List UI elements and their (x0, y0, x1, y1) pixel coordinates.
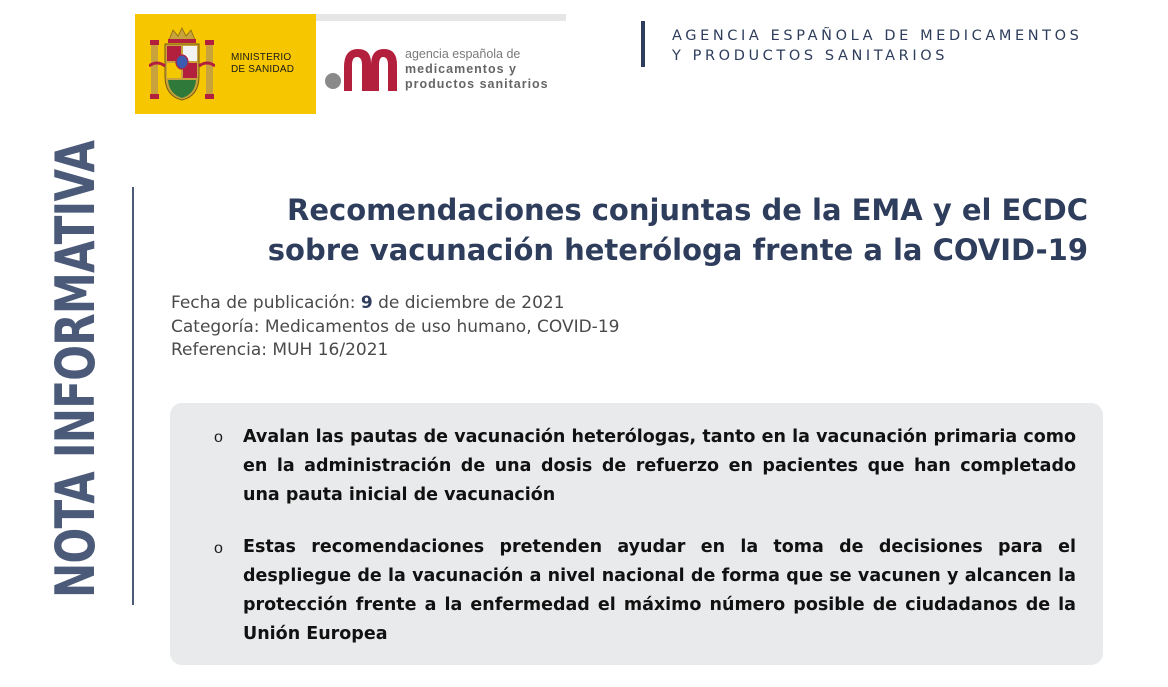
agency-name (672, 26, 1082, 66)
page-title (180, 190, 1088, 270)
title-line-1: Recomendaciones conjuntas de la EMA y el ECDC (287, 193, 1088, 227)
title-line-2: sobre vacunación heteróloga frente a la COVID-19 (267, 233, 1088, 267)
ministerio-logo (135, 14, 316, 114)
categoria-label: Categoría: (171, 316, 265, 337)
aemps-logo (316, 14, 566, 114)
referencia-row (171, 339, 619, 363)
aemps-line-3: productos sanitarios (405, 77, 549, 91)
aemps-line-2: medicamentos y (405, 62, 517, 76)
publication-meta (171, 292, 619, 363)
header-logo (135, 14, 566, 114)
agency-divider (641, 21, 645, 67)
vertical-divider (132, 187, 134, 605)
categoria-row (171, 316, 619, 340)
bullet-icon: o (214, 540, 223, 557)
ministerio-line-1: MINISTERIO (231, 52, 292, 63)
aemps-line-1: agencia española de (405, 47, 521, 61)
categoria-value: Medicamentos de uso humano, COVID-19 (264, 316, 620, 337)
nota-informativa-label: NOTA INFORMATIVA (44, 140, 107, 598)
agency-line-1: AGENCIA ESPAÑOLA DE MEDICAMENTOS (672, 28, 1083, 44)
summary-box (170, 403, 1103, 665)
fecha-day: 9 (360, 293, 373, 313)
ministerio-text (231, 52, 294, 76)
agency-line-2: Y PRODUCTOS SANITARIOS (672, 48, 949, 64)
aemps-mark-icon (324, 43, 399, 95)
aemps-text (405, 47, 549, 92)
summary-item: Estas recomendaciones pretenden ayudar en la toma de decisiones para el despliegue de la vacunación a nivel nacional de forma que se vacunen y alcancen la protección frente a la enfermedad el máximo número posible de ciudadanos de la Unión Europea (243, 537, 1076, 644)
bullet-icon: o (214, 429, 223, 446)
fecha-row (171, 292, 619, 316)
referencia-label: Referencia: (171, 340, 273, 360)
fecha-rest: de diciembre de 2021 (372, 293, 565, 313)
referencia-value: MUH 16/2021 (272, 340, 389, 360)
coat-of-arms-icon (149, 26, 215, 104)
ministerio-line-2: DE SANIDAD (231, 64, 295, 75)
fecha-label: Fecha de publicación: (171, 293, 361, 313)
summary-item: Avalan las pautas de vacunación heterólogas, tanto en la vacunación primaria como en la administración de una dosis de refuerzo en pacientes que han completado una pauta inicial de vacunación (243, 427, 1076, 505)
